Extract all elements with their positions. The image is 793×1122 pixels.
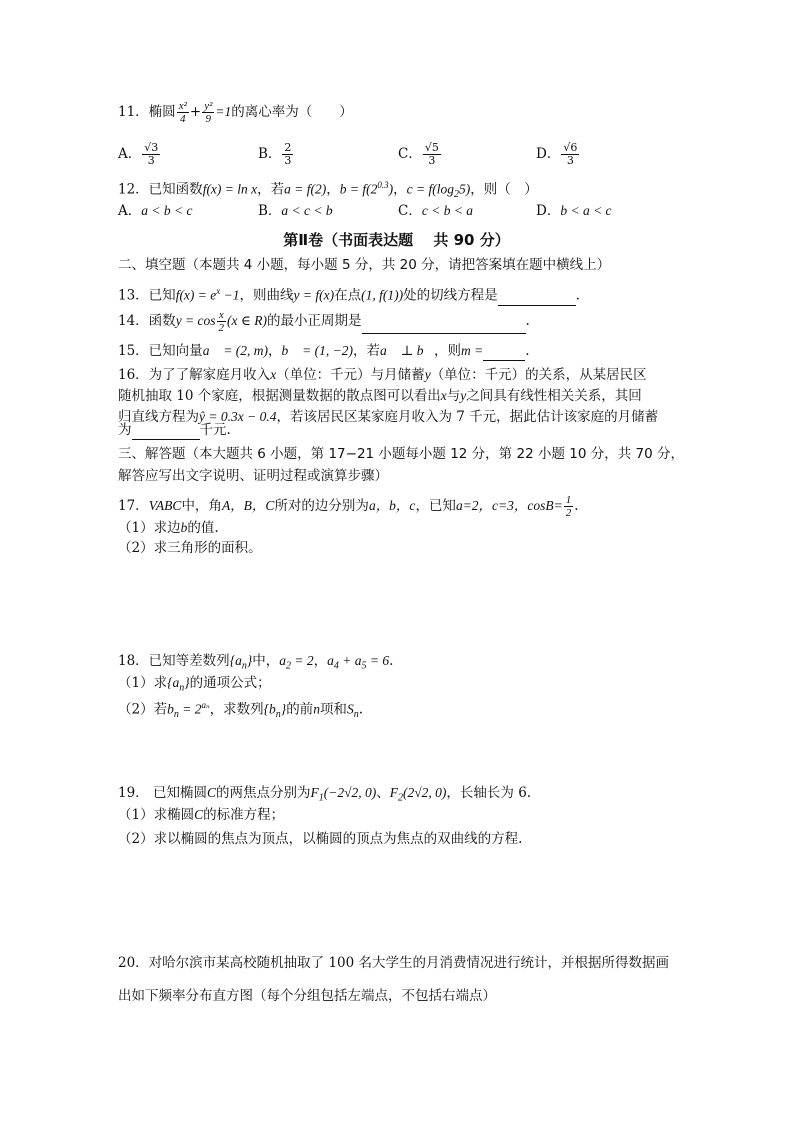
q17-part-1 — [118, 518, 733, 538]
question-13 — [118, 281, 733, 306]
q12-option-b[interactable] — [258, 201, 333, 221]
q19-C: C — [206, 785, 216, 800]
option-value: a < b < c — [141, 203, 193, 218]
q11-frac-x — [177, 100, 189, 125]
q17-b: 中，角 — [181, 498, 222, 514]
q12-sep2: ， — [393, 181, 407, 198]
q18-c2-mid: + a — [338, 653, 362, 668]
q16-y1: y — [424, 367, 431, 382]
option-frac — [561, 142, 579, 167]
q16-l2c: 之间具有线性相关关系，其回 — [466, 388, 642, 404]
q11-option-d[interactable] — [536, 142, 580, 167]
q15-a: 15．已知向量 — [118, 343, 203, 359]
q11-x-sq: x² — [178, 100, 187, 112]
q18-p2-bn-sub: n — [173, 709, 179, 721]
question-11 — [118, 100, 733, 125]
q18-seq: {a — [229, 653, 242, 668]
q18-a: 18．已知等差数列 — [118, 653, 230, 669]
option-value: a < c < b — [281, 203, 333, 218]
section-2-title: 第Ⅱ卷（书面表达题 共 90 分） — [283, 231, 510, 249]
option-frac — [282, 142, 293, 167]
q13-f-exp: x — [216, 286, 221, 296]
option-den: 3 — [147, 154, 155, 167]
q17-frac-den: 2 — [565, 507, 572, 519]
q18-p2-seq-end: } — [280, 701, 287, 717]
q17-p1a: （1）求边 — [118, 520, 181, 536]
q14-func-post: (x ∈ R) — [227, 313, 268, 328]
q17-part-2: （2）求三角形的面积。 — [118, 540, 262, 556]
option-label: C． — [398, 203, 422, 219]
q16-l1b: （单位：千元）与月储蓄 — [276, 367, 425, 383]
q12-b-exp: 0.3 — [377, 180, 389, 190]
q16-x1: x — [270, 367, 277, 382]
option-num: √6 — [563, 141, 578, 154]
q18-p2-bn: b — [167, 701, 174, 717]
q11-den-9: 9 — [205, 113, 212, 125]
option-num: √3 — [144, 141, 159, 154]
q11-den-4: 4 — [180, 113, 186, 125]
q19-f2-sub: 2 — [398, 792, 404, 804]
q17-p1c: 的值. — [187, 520, 219, 536]
q17-e: . — [574, 498, 579, 514]
q19-f1: F — [310, 785, 319, 800]
question-16-line-4 — [118, 420, 733, 440]
q12-fx: f(x) = ln x — [202, 181, 258, 197]
q19-part-1 — [118, 805, 733, 825]
option-value: b < a < c — [560, 203, 612, 218]
q16-l3a: 归直线方程为 — [118, 409, 199, 425]
q19-p1-C: C — [194, 807, 204, 822]
q14-b: 的最小正周期是 — [267, 313, 362, 329]
q19-f1-coord: (−2√2, 0) — [323, 785, 377, 800]
answer-header-line-1: 三、解答题（本大题共 6 小题，第 17−21 小题每小题 12 分，第 22 小题 10 分，共 70 分， — [118, 446, 684, 462]
q18-p2-s-sub: n — [353, 709, 359, 721]
q15-m: m = — [460, 343, 484, 358]
q18-p2c: 的前 — [286, 701, 314, 718]
q17-angles: A，B，C — [221, 498, 275, 513]
option-num: 2 — [284, 141, 292, 154]
q15-vector-a: a⃗ = (2, m) — [202, 343, 269, 358]
q18-c2-sub: 4 — [333, 660, 339, 672]
q17-given: a=2，c=3，cosB= — [455, 498, 563, 513]
q18-p2b: ，求数列 — [209, 701, 264, 718]
q15-b: ，若 — [353, 343, 381, 359]
q12-b: b = f(2 — [339, 181, 378, 197]
option-label: D． — [536, 203, 561, 219]
question-20-line-2: 出如下频率分布直方图（每个分组包括左端点，不包括右端点） — [118, 988, 496, 1004]
q16-answer-blank[interactable] — [132, 425, 200, 440]
q11-frac-y — [202, 100, 214, 125]
question-16-line-1 — [118, 365, 733, 385]
q17-c: 所对的边分别为 — [274, 498, 369, 514]
q14-frac-den: 2 — [218, 322, 225, 334]
q19-c: ，长轴长为 6. — [446, 785, 532, 801]
q19-f1-sub: 1 — [318, 792, 324, 804]
q16-x2: x — [440, 388, 447, 403]
q19-b: 的两焦点分别为 — [216, 785, 311, 801]
q11-option-c[interactable] — [398, 142, 442, 167]
q16-y2: y — [460, 388, 467, 403]
q12-sep1: ， — [326, 181, 340, 198]
q11-plus: + — [189, 104, 202, 120]
q18-sep: ， — [313, 653, 328, 669]
q18-p2-n: n — [313, 701, 320, 717]
answer-header-line-2: 解答应写出文字说明、证明过程或演算步骤） — [118, 468, 388, 484]
q19-a: 19． 已知椭圆 — [118, 785, 207, 801]
q13-answer-blank[interactable] — [498, 291, 576, 306]
q18-p1-seq: {a — [167, 675, 180, 690]
q16-l4b: 千元. — [199, 422, 231, 438]
q18-p2a: （2）若 — [118, 701, 168, 718]
q18-p2-eq: = 2 — [178, 701, 202, 717]
option-frac — [423, 142, 441, 167]
q16-regression: ŷ = 0.3x − 0.4 — [199, 409, 277, 424]
option-label: B． — [258, 146, 282, 162]
q13-b: ，则曲线 — [239, 287, 294, 304]
q13-point: (1, f(1)) — [361, 287, 404, 303]
option-den: 3 — [566, 154, 574, 167]
q14-frac-num: x — [218, 309, 224, 321]
q15-vector-b: b⃗ = (1, −2) — [281, 343, 354, 358]
q19-p1b: 的标准方程； — [203, 807, 285, 823]
q11-option-b[interactable] — [258, 142, 294, 167]
q14-c: . — [525, 313, 530, 329]
q17-frac-num: 1 — [565, 494, 572, 506]
question-15 — [118, 341, 733, 361]
q15-c: ，则 — [433, 343, 461, 359]
q18-p1-end: } — [184, 675, 190, 690]
q16-l3b: ，若该居民区某家庭月收入为 7 千元，据此估计该家庭的月储蓄 — [276, 409, 659, 425]
q18-c1-end: = 2 — [291, 653, 314, 668]
q12-text-c: ，则（ ） — [470, 181, 538, 198]
q19-f2-coord: (2√2, 0) — [403, 785, 447, 800]
q14-frac — [217, 309, 227, 334]
q11-y-sq: y² — [204, 100, 213, 112]
option-den: 3 — [428, 154, 436, 167]
q18-b: 中， — [252, 653, 280, 669]
q15-sep: ， — [268, 343, 282, 359]
q18-p2-seq: {b — [263, 701, 276, 717]
option-den: 3 — [284, 154, 292, 167]
q12-option-d[interactable] — [536, 201, 612, 221]
q17-frac — [564, 494, 574, 519]
q13-a: 13．已知 — [118, 287, 176, 304]
q14-answer-blank[interactable] — [362, 319, 526, 334]
question-20-line-1: 20．对哈尔滨市某高校随机抽取了 100 名大学生的月消费情况进行统计，并根据所得数据画 — [118, 955, 670, 971]
q17-d: ，已知 — [415, 498, 456, 514]
q13-f-end: −1 — [220, 287, 240, 303]
fill-in-header: 二、填空题（本题共 4 小题，每小题 5 分，共 20 分，请把答案填在题中横线上） — [118, 257, 611, 273]
q18-p2-seq-sub: n — [275, 709, 281, 721]
q14-func-pre: y = cos — [175, 313, 216, 328]
q13-curve: y = f(x) — [293, 287, 335, 303]
q16-l1a: 16．为了了解家庭月收入 — [118, 367, 271, 383]
q11-option-a[interactable] — [118, 142, 161, 167]
q12-text-b: ，若 — [257, 181, 285, 198]
question-16-line-2 — [118, 386, 733, 406]
option-value: c < b < a — [421, 203, 474, 218]
q13-e: . — [575, 287, 580, 304]
q12-option-c[interactable] — [398, 201, 473, 221]
option-label: B． — [258, 203, 282, 219]
q12-c-end: 5) — [458, 181, 471, 197]
question-17 — [118, 494, 733, 519]
q18-seq-sub: n — [241, 660, 247, 672]
q16-l2a: 随机抽取 10 个家庭，根据测量数据的散点图可以看出 — [118, 388, 441, 404]
q12-text-a: 12．已知函数 — [118, 181, 203, 198]
option-num: √5 — [424, 141, 439, 154]
q18-seq-end: } — [246, 653, 253, 668]
q12-b-end: ) — [388, 181, 394, 197]
q18-p1a: （1）求 — [118, 675, 168, 691]
q19-sep: 、 — [376, 785, 390, 801]
q18-p2-exp: aₙ — [201, 700, 210, 710]
q11-suffix: 的离心率为（ ） — [231, 104, 353, 120]
q18-c2-sub2: 5 — [361, 660, 367, 672]
q18-part-2 — [118, 695, 733, 725]
option-label: A． — [118, 203, 142, 219]
q13-f: f(x) = e — [175, 287, 217, 303]
q16-l1c: （单位：千元）的关系，从某居民区 — [430, 367, 647, 383]
q19-part-2: （2）求以椭圆的焦点为顶点，以椭圆的顶点为焦点的双曲线的方程. — [118, 831, 523, 847]
q18-p2e: . — [358, 701, 363, 718]
q14-a: 14．函数 — [118, 313, 176, 329]
q12-c: c = f(log — [406, 181, 454, 197]
q18-p2d: 项和 — [319, 701, 347, 718]
option-label: C． — [398, 146, 422, 162]
q16-l2b: 与 — [446, 388, 461, 404]
q15-d: . — [525, 343, 530, 359]
option-label: D． — [536, 146, 561, 162]
q18-c1-sub: 2 — [286, 660, 291, 672]
q18-p1-sub: n — [179, 682, 185, 694]
q11-prefix: 11．椭圆 — [118, 104, 176, 120]
q13-d: 处的切线方程是 — [403, 287, 498, 304]
q19-f2: F — [389, 785, 399, 800]
q16-l4a: 为 — [118, 422, 132, 438]
q15-cond: a⃗ ⊥ b⃗ — [380, 343, 434, 358]
q15-answer-blank[interactable] — [483, 346, 525, 361]
option-label: A． — [118, 146, 142, 162]
q18-c: . — [389, 653, 394, 669]
q11-rhs: =1 — [215, 104, 232, 119]
option-frac — [142, 142, 160, 167]
q18-p1b: 的通项公式； — [189, 675, 271, 691]
q12-c-sub: 2 — [453, 189, 459, 201]
q17-triangle: VABC — [148, 498, 182, 513]
question-14 — [118, 309, 733, 334]
q13-c: 在点 — [334, 287, 362, 304]
q18-c2-end: = 6 — [366, 653, 390, 668]
q18-c1: a — [279, 653, 286, 668]
q12-a: a = f(2) — [284, 181, 327, 197]
q18-p2-s: S — [346, 701, 354, 717]
q19-p1a: （1）求椭圆 — [118, 807, 195, 823]
q17-p1b: b — [180, 520, 188, 535]
q12-option-a[interactable] — [118, 201, 192, 221]
q18-c2: a — [327, 653, 334, 668]
q17-a: 17． — [118, 498, 149, 514]
q17-sides: a，b，c — [368, 498, 416, 513]
